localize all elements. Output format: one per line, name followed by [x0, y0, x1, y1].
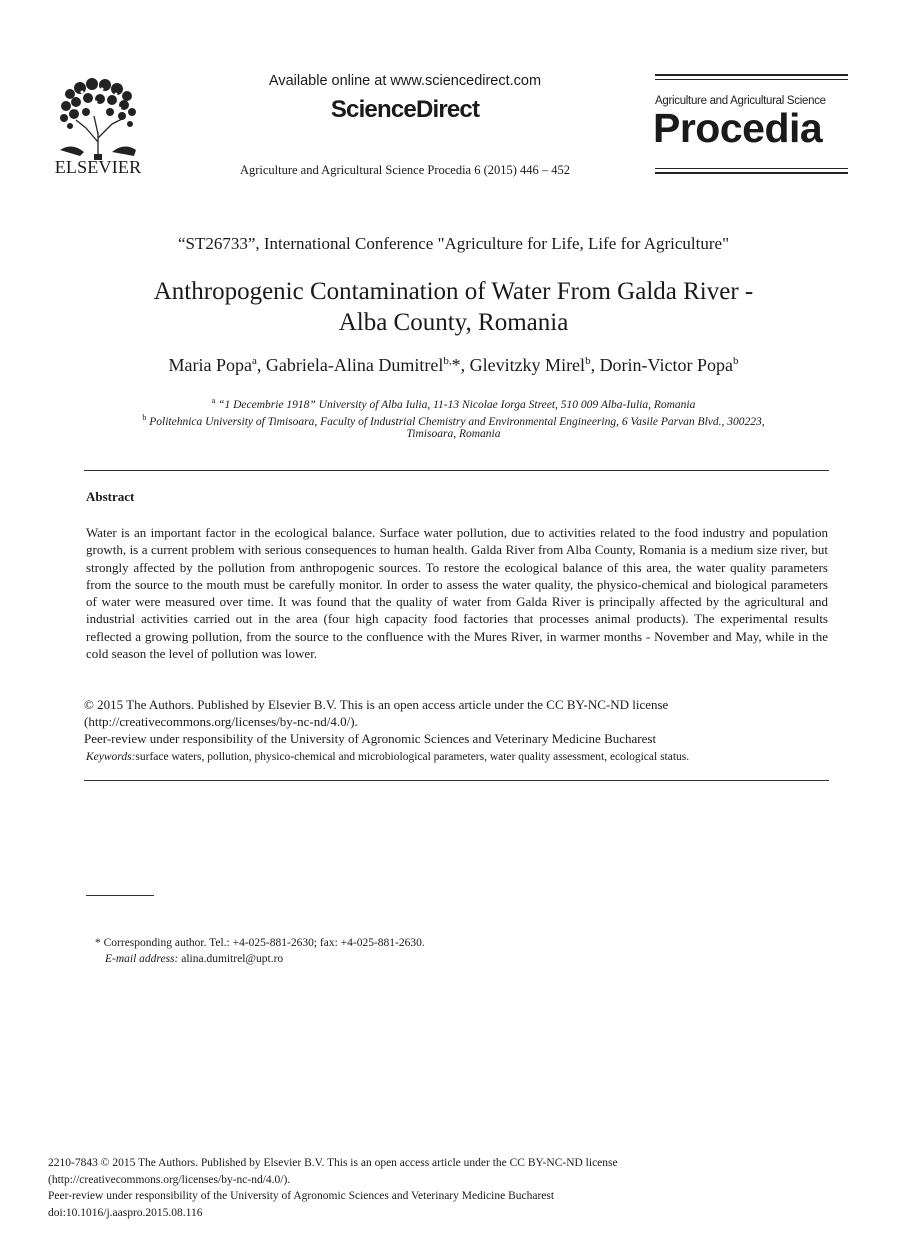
affiliation-text: “1 Decembrie 1918” University of Alba Iulia, 11-13 Nicolae Iorga Street, 510 009 Alba-Iulia, Romania	[218, 398, 696, 411]
email-line	[95, 951, 795, 967]
license-block	[84, 696, 829, 747]
paper-title-line-2: Alba County, Romania	[338, 309, 569, 336]
procedia-rule-bottom	[655, 172, 848, 174]
available-online-text: Available online at www.sciencedirect.com	[268, 73, 542, 89]
author-separator: ,	[256, 355, 266, 375]
author-list	[60, 355, 847, 376]
author-separator: ,	[590, 355, 600, 375]
author-affil-mark: a	[252, 355, 257, 367]
author-affil-mark: b	[585, 355, 591, 367]
conference-name: “ST26733”, International Conference "Agriculture for Life, Life for Agriculture"	[177, 234, 730, 253]
procedia-rule-top-thin	[655, 79, 848, 80]
procedia-logo	[655, 74, 848, 175]
affiliation-text: Timisoara, Romania	[406, 428, 501, 440]
issn-license-line: 2210-7843 © 2015 The Authors. Published by Elsevier B.V. This is an open access article under the CC BY-NC-ND license	[48, 1157, 618, 1169]
peer-review-line: Peer-review under responsibility of the University of Agronomic Sciences and Veterinary Medicine Bucharest	[84, 731, 657, 746]
author-name: Gabriela-Alina Dumitrel	[265, 355, 444, 375]
doi[interactable]: doi:10.1016/j.aaspro.2015.08.116	[48, 1206, 203, 1219]
license-link[interactable]: (http://creativecommons.org/licenses/by-nc-nd/4.0/).	[84, 714, 358, 729]
paper-title	[60, 276, 847, 338]
procedia-rule-bottom-thin	[655, 168, 848, 169]
author-name: Glevitzky Mirel	[469, 355, 586, 375]
author-name: Maria Popa	[168, 355, 252, 375]
keywords-line	[86, 751, 831, 763]
abstract-heading: Abstract	[86, 489, 135, 504]
corresponding-author: * Corresponding author. Tel.: +4-025-881-2630; fax: +4-025-881-2630.	[95, 937, 425, 949]
procedia-title: Procedia	[653, 105, 823, 151]
footnote	[95, 935, 795, 967]
keywords-label: Keywords:	[86, 751, 136, 763]
affiliation-mark: b	[142, 413, 147, 422]
journal-reference: Agriculture and Agricultural Science Procedia 6 (2015) 446 – 452	[239, 163, 571, 177]
author-affil-mark: b,	[443, 355, 452, 367]
bottom-license-link[interactable]: (http://creativecommons.org/licenses/by-nc-nd/4.0/).	[48, 1173, 291, 1186]
abstract-text: Water is an important factor in the ecological balance. Surface water pollution, due to activities related to the food industry and population growth, is a current problem with serious consequences to human health. Galda River from Alba County, Romania is a medium size river, but strongly affected by the pollution from anthropogenic sources. To restore the ecological balance of this area, the water quality parameters from the source to the mouth must be carefully monitor. In order to assess the water quality, the physico-chemical and biological parameters of water were measured over time. It was found that the quality of water from Galda River is principally affected by the agricultural and industrial activities carried out in the area (four high capacity food factories that processes animal products). The experimental results reflected a growing pollution, from the source to the confluence with the Mures River, in warmer months - November and May, while in the cold season the level of pollution was lower.	[86, 525, 828, 662]
keywords-text: surface waters, pollution, physico-chemical and microbiological parameters, water quality assessment, ecological status.	[135, 751, 690, 763]
license-line: © 2015 The Authors. Published by Elsevier B.V. This is an open access article under the CC BY-NC-ND license	[84, 697, 669, 712]
author-name: Dorin-Victor Popa	[599, 355, 733, 375]
author-affil-mark: b	[732, 355, 739, 367]
divider-top	[84, 470, 829, 471]
email-address[interactable]: alina.dumitrel@upt.ro	[181, 953, 284, 965]
affiliation-b-city	[60, 426, 847, 443]
procedia-rule-top	[655, 74, 848, 76]
affiliation-mark: a	[211, 396, 216, 405]
bottom-peer-review: Peer-review under responsibility of the University of Agronomic Sciences and Veterinary Medicine Bucharest	[48, 1190, 555, 1202]
affiliation-text: Politehnica University of Timisoara, Faculty of Industrial Chemistry and Environmental Engineering, 6 Vasile Parvan Blvd., 300223,	[149, 415, 765, 428]
sciencedirect-logo: ScienceDirect	[330, 96, 480, 123]
author-separator: *,	[451, 355, 470, 375]
paper-title-line-1: Anthropogenic Contamination of Water From Galda River -	[153, 278, 754, 305]
divider-bottom	[84, 780, 829, 781]
procedia-subtitle: Agriculture and Agricultural Science	[655, 95, 826, 107]
bottom-info	[48, 1155, 828, 1221]
footnote-rule	[86, 895, 154, 896]
elsevier-wordmark: ELSEVIER	[54, 157, 142, 177]
email-label: E-mail address:	[105, 953, 179, 965]
